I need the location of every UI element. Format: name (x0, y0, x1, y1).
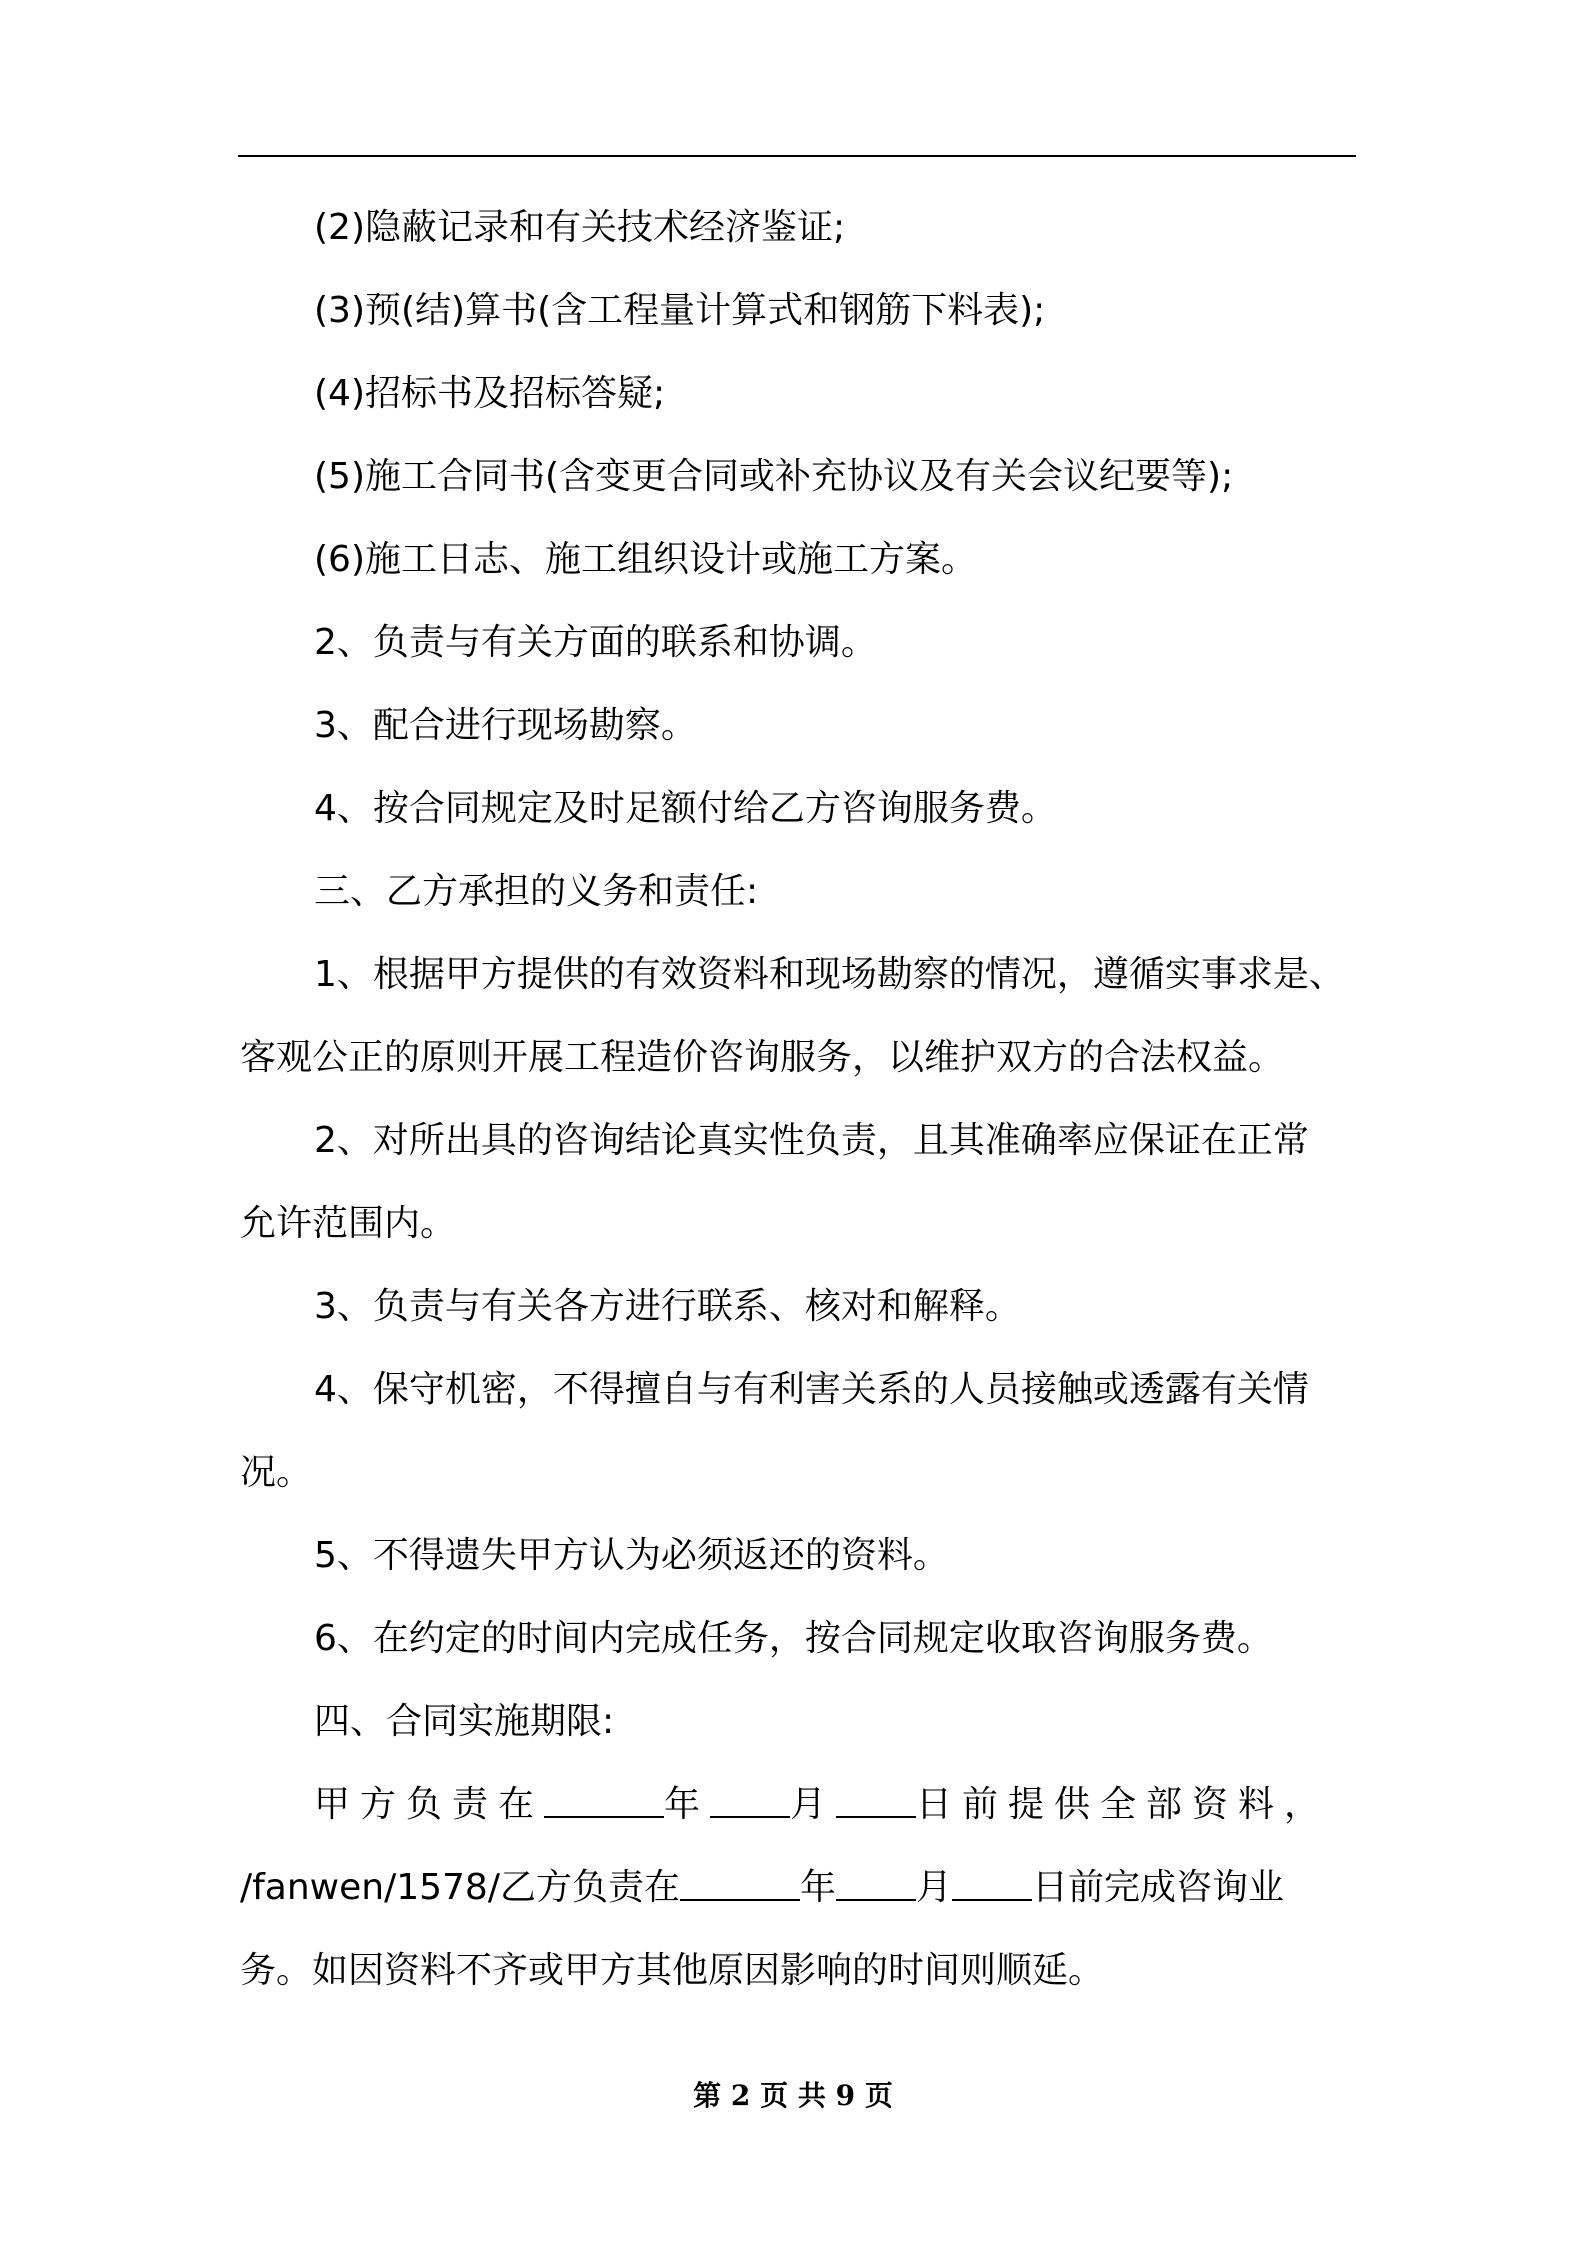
paragraph: 1、根据甲方提供的有效资料和现场勘察的情况，遵循实事求是、 (314, 954, 1345, 995)
blank-year (544, 1786, 664, 1818)
paragraph: 4、保守机密，不得擅自与有利害关系的人员接触或透露有关情 (314, 1369, 1309, 1410)
paragraph: (5)施工合同书(含变更合同或补充协议及有关会议纪要等); (314, 456, 1234, 497)
term-text: 年 (799, 1867, 836, 1908)
blank-year (680, 1869, 800, 1901)
page-number-footer: 第 2 页 共 9 页 (693, 2079, 893, 2112)
paragraph: 2、负责与有关方面的联系和协调。 (314, 622, 877, 663)
term-text: 日前完成咨询业 (1032, 1867, 1285, 1908)
section-heading: 三、乙方承担的义务和责任: (314, 871, 759, 912)
paragraph: 6、在约定的时间内完成任务，按合同规定收取咨询服务费。 (314, 1618, 1273, 1659)
blank-day (836, 1786, 916, 1818)
section-heading: 四、合同实施期限: (314, 1701, 615, 1742)
paragraph: (6)施工日志、施工组织设计或施工方案。 (314, 539, 977, 580)
blank-day (952, 1869, 1032, 1901)
term-text: 月 (915, 1867, 952, 1908)
paragraph: 4、按合同规定及时足额付给乙方咨询服务费。 (314, 788, 1057, 829)
paragraph: 3、负责与有关各方进行联系、核对和解释。 (314, 1286, 1021, 1327)
term-line-2 (240, 1846, 1356, 1929)
paragraph-continuation: 客观公正的原则开展工程造价咨询服务，以维护双方的合法权益。 (240, 1037, 1285, 1078)
term-text: 日前提供全部资料， (916, 1784, 1331, 1825)
paragraph-continuation: 况。 (240, 1452, 313, 1493)
paragraph-continuation: 务。如因资料不齐或甲方其他原因影响的时间则顺延。 (240, 1950, 1105, 1991)
term-text: 年 (664, 1784, 711, 1825)
term-text: 甲方负责在 (314, 1784, 545, 1825)
paragraph: (3)预(结)算书(含工程量计算式和钢筋下料表); (314, 290, 1046, 331)
header-rule (238, 155, 1356, 157)
paragraph: 3、配合进行现场勘察。 (314, 705, 697, 746)
paragraph: 2、对所出具的咨询结论真实性负责，且其准确率应保证在正常 (314, 1120, 1309, 1161)
term-text: /fanwen/1578/乙方负责在 (240, 1867, 680, 1908)
paragraph: 5、不得遗失甲方认为必须返还的资料。 (314, 1535, 949, 1576)
paragraph-continuation: 允许范围内。 (240, 1203, 457, 1244)
blank-month (710, 1786, 790, 1818)
page-body (240, 186, 1356, 2012)
paragraph: (2)隐蔽记录和有关技术经济鉴证; (314, 207, 846, 248)
blank-month (836, 1869, 916, 1901)
term-text: 月 (790, 1784, 837, 1825)
term-line-1 (240, 1763, 1356, 1846)
paragraph: (4)招标书及招标答疑; (314, 373, 666, 414)
